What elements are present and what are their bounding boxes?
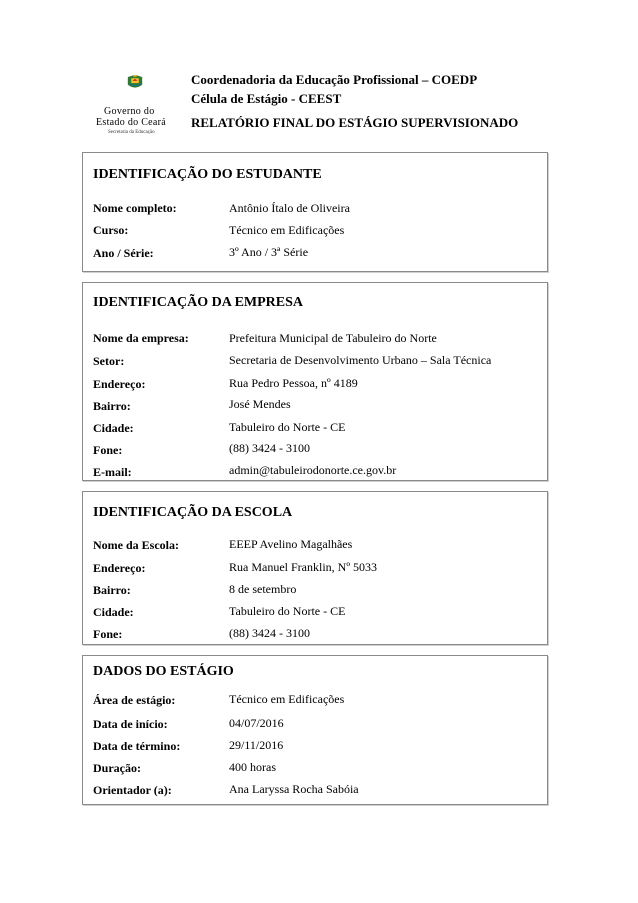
field-label: Cidade:	[93, 421, 134, 435]
field-label: Duração:	[93, 761, 141, 775]
field-value: 29/11/2016	[229, 738, 284, 752]
field-label: Bairro:	[93, 399, 131, 413]
field-value: 04/07/2016	[229, 716, 284, 730]
field-label: Nome completo:	[93, 201, 177, 215]
field-value: Secretaria de Desenvolvimento Urbano – Sala Técnica	[229, 353, 492, 367]
field-label: Nome da empresa:	[93, 331, 189, 345]
section-empresa	[82, 282, 548, 481]
ceara-coat-of-arms-icon	[104, 74, 166, 106]
field-label: Cidade:	[93, 605, 134, 619]
section-title: IDENTIFICAÇÃO DA ESCOLA	[93, 505, 293, 520]
field-label: E-mail:	[93, 465, 132, 479]
field-label: Curso:	[93, 223, 129, 237]
field-value: Tabuleiro do Norte - CE	[229, 420, 346, 434]
field-label: Data de início:	[93, 717, 168, 731]
field-value: Rua Pedro Pessoa, nº 4189	[229, 376, 358, 390]
section-title: IDENTIFICAÇÃO DA EMPRESA	[93, 295, 304, 310]
field-label: Nome da Escola:	[93, 538, 179, 552]
section-title: IDENTIFICAÇÃO DO ESTUDANTE	[93, 167, 322, 182]
field-value: (88) 3424 - 3100	[229, 626, 310, 640]
report-title: RELATÓRIO FINAL DO ESTÁGIO SUPERVISIONADO	[191, 115, 519, 130]
field-label: Fone:	[93, 443, 123, 457]
field-value: Rua Manuel Franklin, Nº 5033	[229, 560, 378, 574]
field-label: Fone:	[93, 627, 123, 641]
field-value: Técnico em Edificações	[229, 692, 345, 706]
field-value: (88) 3424 - 3100	[229, 441, 310, 455]
field-value: 8 de setembro	[229, 582, 297, 596]
section-estudante	[82, 152, 548, 272]
field-label: Endereço:	[93, 561, 146, 575]
field-label: Setor:	[93, 354, 125, 368]
header-celula: Célula de Estágio - CEEST	[191, 91, 342, 106]
section-title: DADOS DO ESTÁGIO	[93, 664, 234, 679]
logo-text-governo: Governo do	[104, 106, 155, 117]
field-label: Endereço:	[93, 377, 146, 391]
field-label: Bairro:	[93, 583, 131, 597]
field-label: Área de estágio:	[93, 693, 176, 707]
field-label: Ano / Série:	[93, 246, 154, 260]
section-estagio	[82, 655, 548, 805]
field-label: Data de término:	[93, 739, 181, 753]
field-value: José Mendes	[229, 397, 291, 411]
logo-text-secretaria: Secretaria da Educação	[108, 130, 155, 135]
section-escola	[82, 491, 548, 645]
field-value: Antônio Ítalo de Oliveira	[229, 201, 350, 215]
logo-text-estado: Estado do Ceará	[96, 117, 167, 128]
field-value: EEEP Avelino Magalhães	[229, 537, 353, 551]
field-value: 400 horas	[229, 760, 276, 774]
field-value: admin@tabuleirodonorte.ce.gov.br	[229, 463, 397, 477]
field-label: Orientador (a):	[93, 783, 172, 797]
field-value: Ana Laryssa Rocha Sabóia	[229, 782, 359, 796]
header-coordenadoria: Coordenadoria da Educação Profissional – COEDP	[191, 72, 478, 87]
field-value: Técnico em Edificações	[229, 223, 345, 237]
field-value: 3º Ano / 3ª Série	[229, 245, 309, 259]
field-value: Prefeitura Municipal de Tabuleiro do Norte	[229, 331, 437, 345]
document-header	[0, 0, 638, 140]
field-value: Tabuleiro do Norte - CE	[229, 604, 346, 618]
